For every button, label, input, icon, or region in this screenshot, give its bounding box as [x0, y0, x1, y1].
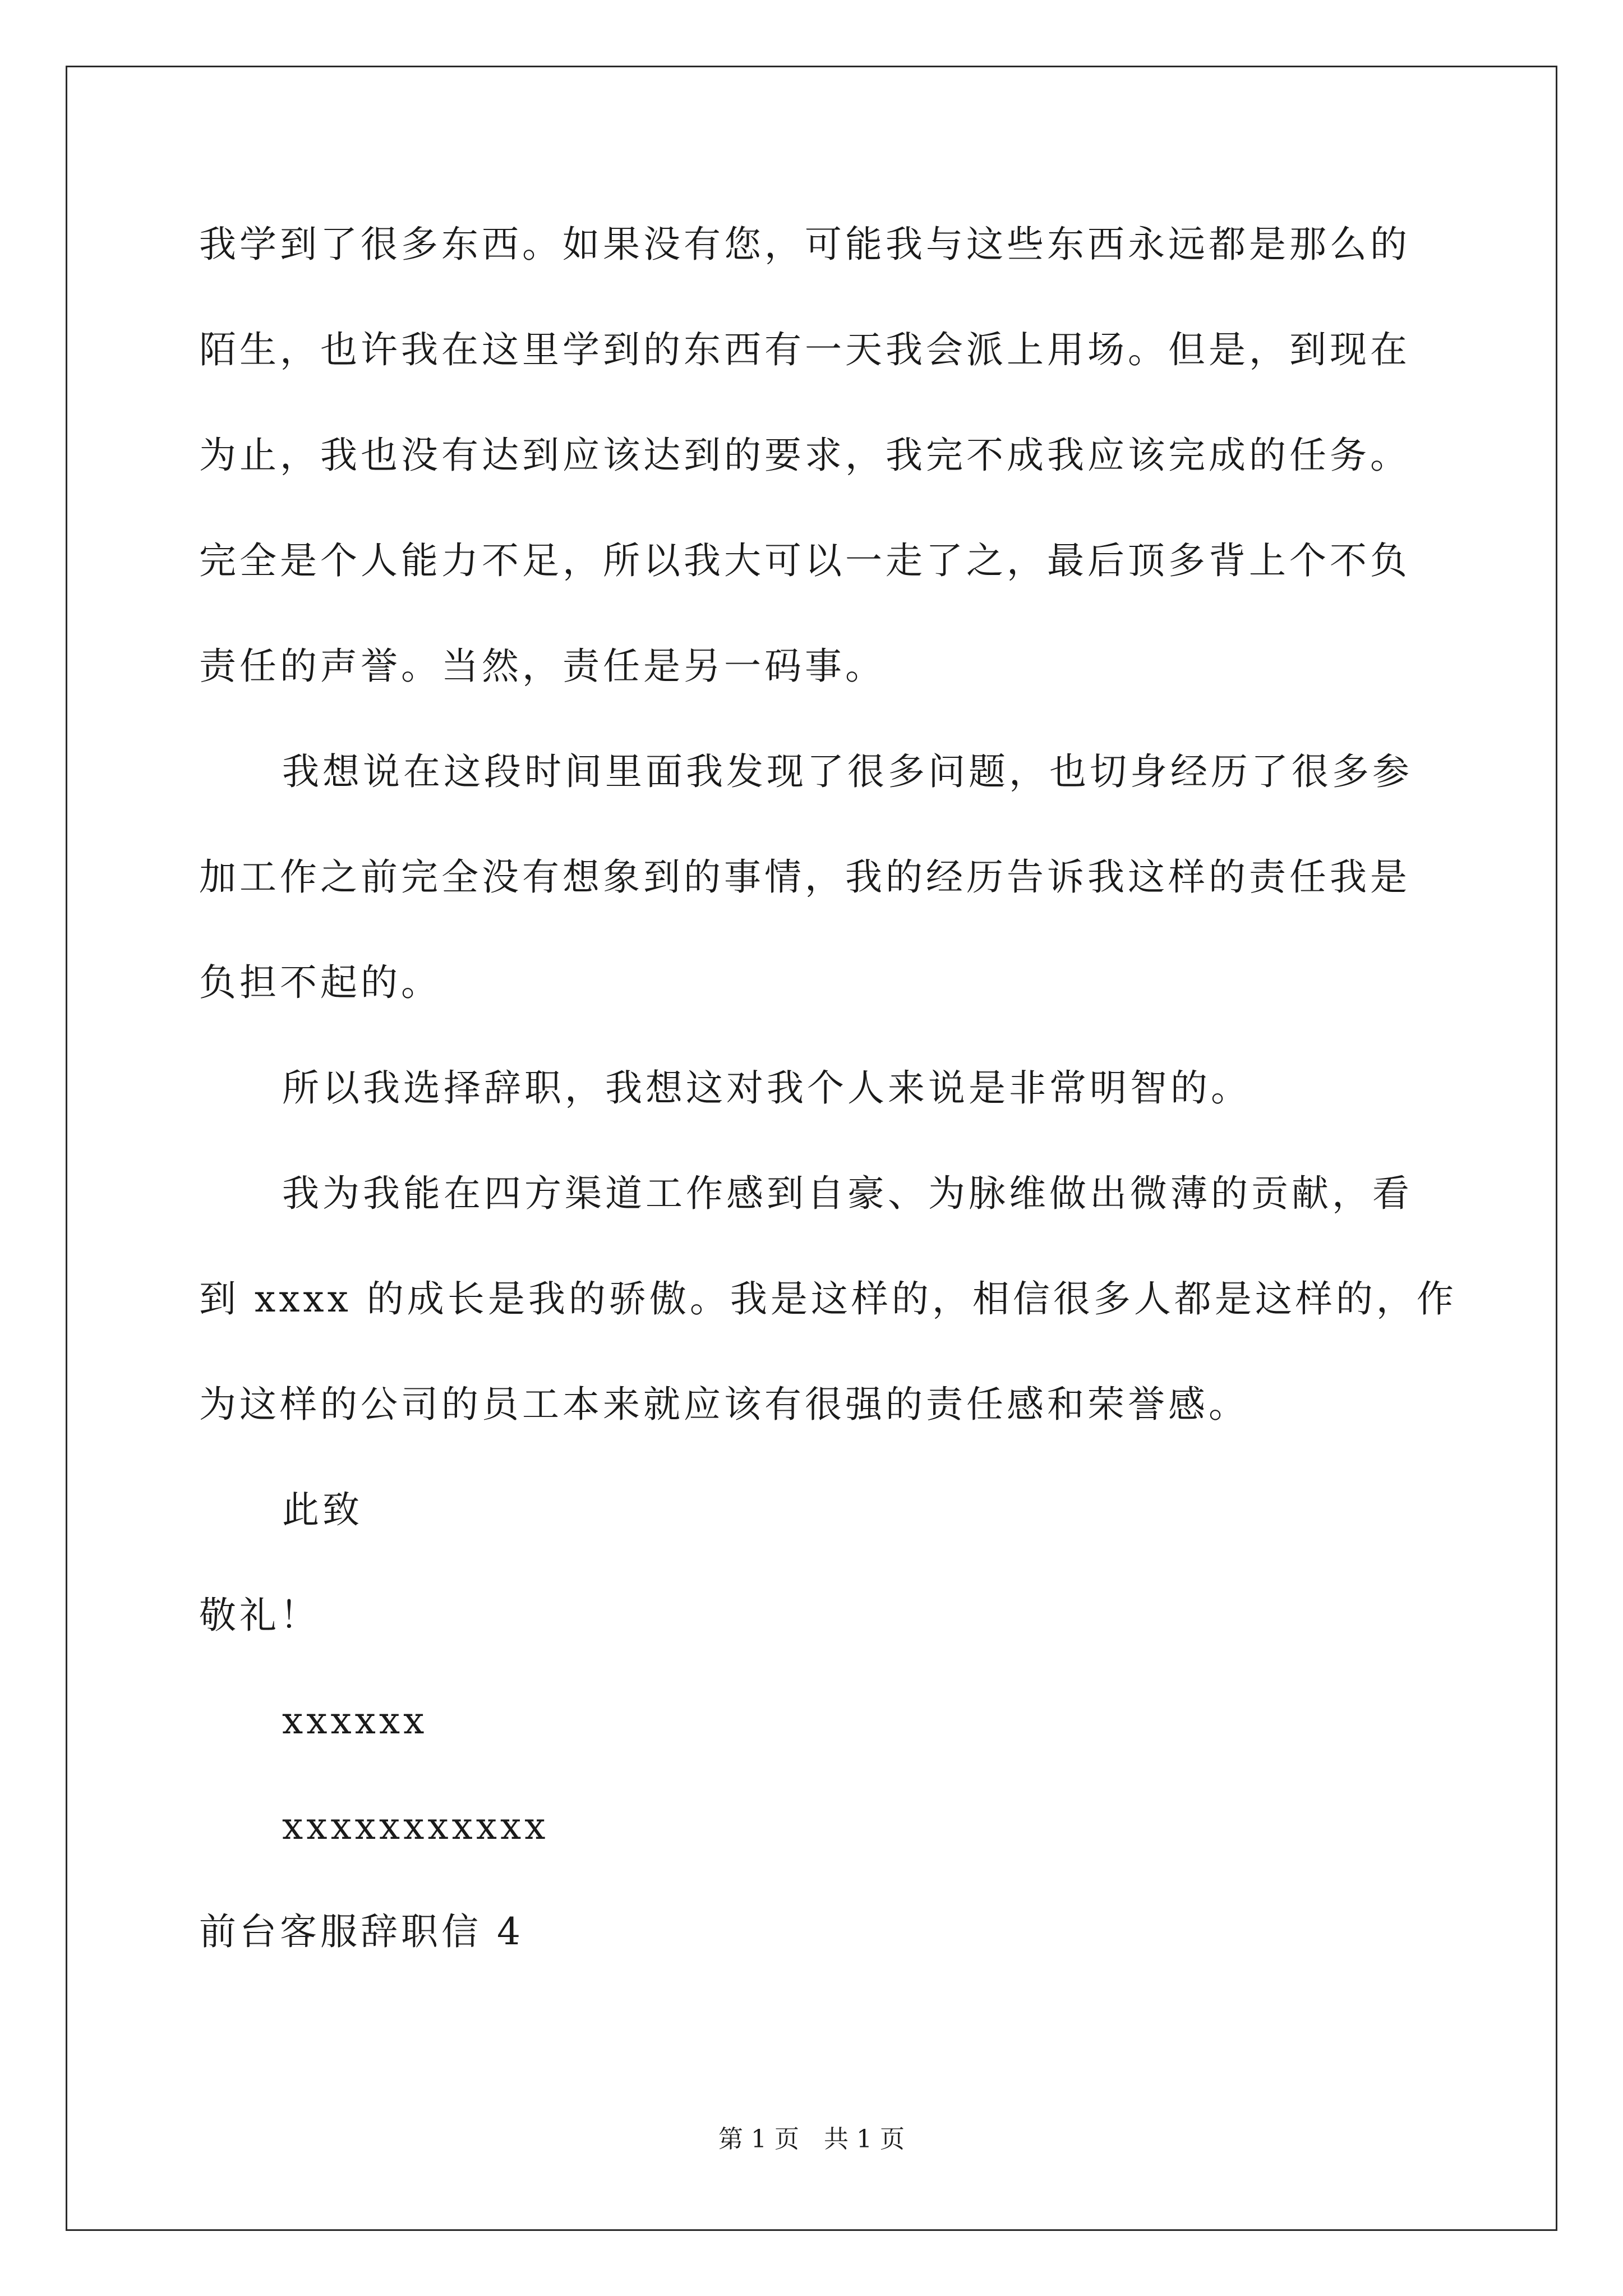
letter-line: 为这样的公司的员工本来就应该有很强的责任感和荣誉感。: [199, 1383, 1249, 1426]
letter-line: 我学到了很多东西。如果没有您，可能我与这些东西永远都是那么的: [199, 223, 1410, 266]
next-section-heading: 前台客服辞职信 4: [199, 1910, 524, 1953]
letter-line: 所以我选择辞职，我想这对我个人来说是非常明智的。: [282, 1066, 1251, 1110]
letter-line: 负担不起的。: [199, 961, 441, 1004]
page-border: [66, 66, 1557, 2231]
letter-line: 责任的声誉。当然，责任是另一码事。: [199, 645, 886, 688]
letter-line: 为止，我也没有达到应该达到的要求，我完不成我应该完成的任务。: [199, 434, 1410, 477]
letter-line: 我为我能在四方渠道工作感到自豪、为脉维做出微薄的贡献，看: [282, 1172, 1413, 1215]
closing-salutation: 此致: [282, 1488, 363, 1531]
signature-name: xxxxxx: [282, 1699, 428, 1742]
page-footer: 第 1 页 共 1 页: [718, 2125, 905, 2154]
letter-line: 陌生，也许我在这里学到的东西有一天我会派上用场。但是，到现在: [199, 328, 1410, 371]
closing-regards: 敬礼！: [199, 1594, 320, 1637]
letter-line: 完全是个人能力不足，所以我大可以一走了之，最后顶多背上个不负: [199, 539, 1410, 582]
letter-line: 加工作之前完全没有想象到的事情，我的经历告诉我这样的责任我是: [199, 855, 1410, 899]
letter-line: 我想说在这段时间里面我发现了很多问题，也切身经历了很多参: [282, 750, 1413, 793]
letter-line: 到 xxxx 的成长是我的骄傲。我是这样的，相信很多人都是这样的，作: [199, 1277, 1457, 1320]
signature-date: xxxxxxxxxxx: [282, 1805, 549, 1848]
